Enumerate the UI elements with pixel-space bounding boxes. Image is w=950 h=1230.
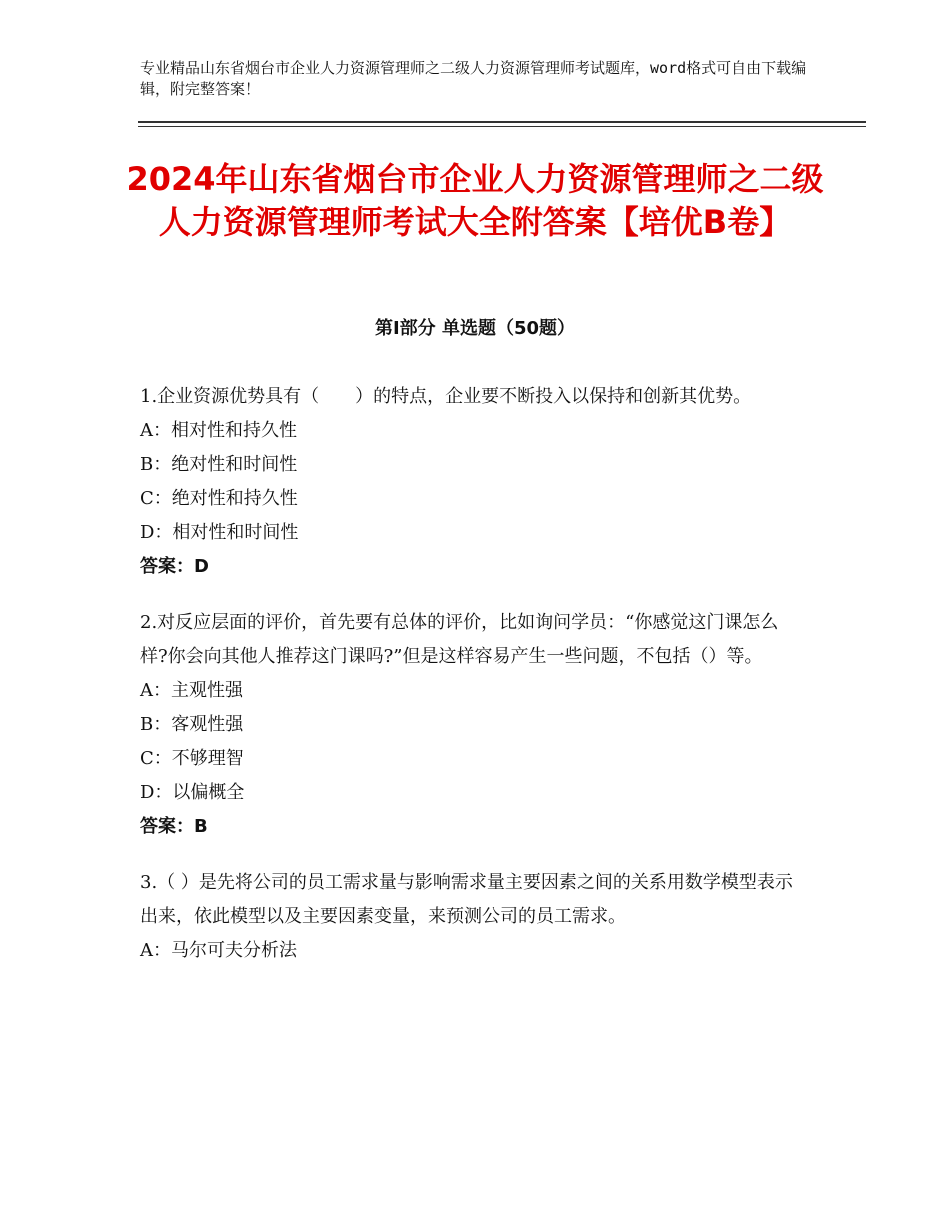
option-a: A：主观性强	[140, 680, 243, 701]
option-b: B：绝对性和时间性	[140, 454, 298, 475]
header-rule-thick	[138, 121, 866, 123]
question-stem: 1.企业资源优势具有（ ）的特点，企业要不断投入以保持和创新其优势。	[140, 386, 752, 407]
section-title: 第Ⅰ部分 单选题（50题）	[374, 318, 575, 339]
option-d: D：以偏概全	[140, 782, 245, 803]
header-note: 专业精品山东省烟台市企业人力资源管理师之二级人力资源管理师考试题库，word格式可自由下载编辑，附完整答案！	[140, 59, 807, 98]
question-stem: 2.对反应层面的评价，首先要有总体的评价，比如询问学员：“你感觉这门课怎么样?你会向其他人推荐这门课吗?”但是这样容易产生一些问题，不包括（）等。	[140, 612, 779, 667]
option-c: C：绝对性和持久性	[140, 488, 298, 509]
option-a: A：马尔可夫分析法	[140, 940, 297, 961]
header-rule-thin	[138, 126, 866, 127]
question-3	[140, 866, 800, 968]
question-stem: 3.（ ）是先将公司的员工需求量与影响需求量主要因素之间的关系用数学模型表示出来，依此模型以及主要因素变量，来预测公司的员工需求。	[140, 872, 793, 927]
option-d: D：相对性和时间性	[140, 522, 299, 543]
question-2	[140, 606, 800, 844]
option-a: A：相对性和持久性	[140, 420, 297, 441]
question-list	[140, 380, 800, 990]
question-1	[140, 380, 800, 584]
document-title: 2024年山东省烟台市企业人力资源管理师之二级人力资源管理师考试大全附答案【培优B卷】	[126, 160, 824, 241]
answer-line: 答案：B	[140, 816, 208, 837]
answer-line: 答案：D	[140, 556, 209, 577]
option-b: B：客观性强	[140, 714, 244, 735]
option-c: C：不够理智	[140, 748, 244, 769]
